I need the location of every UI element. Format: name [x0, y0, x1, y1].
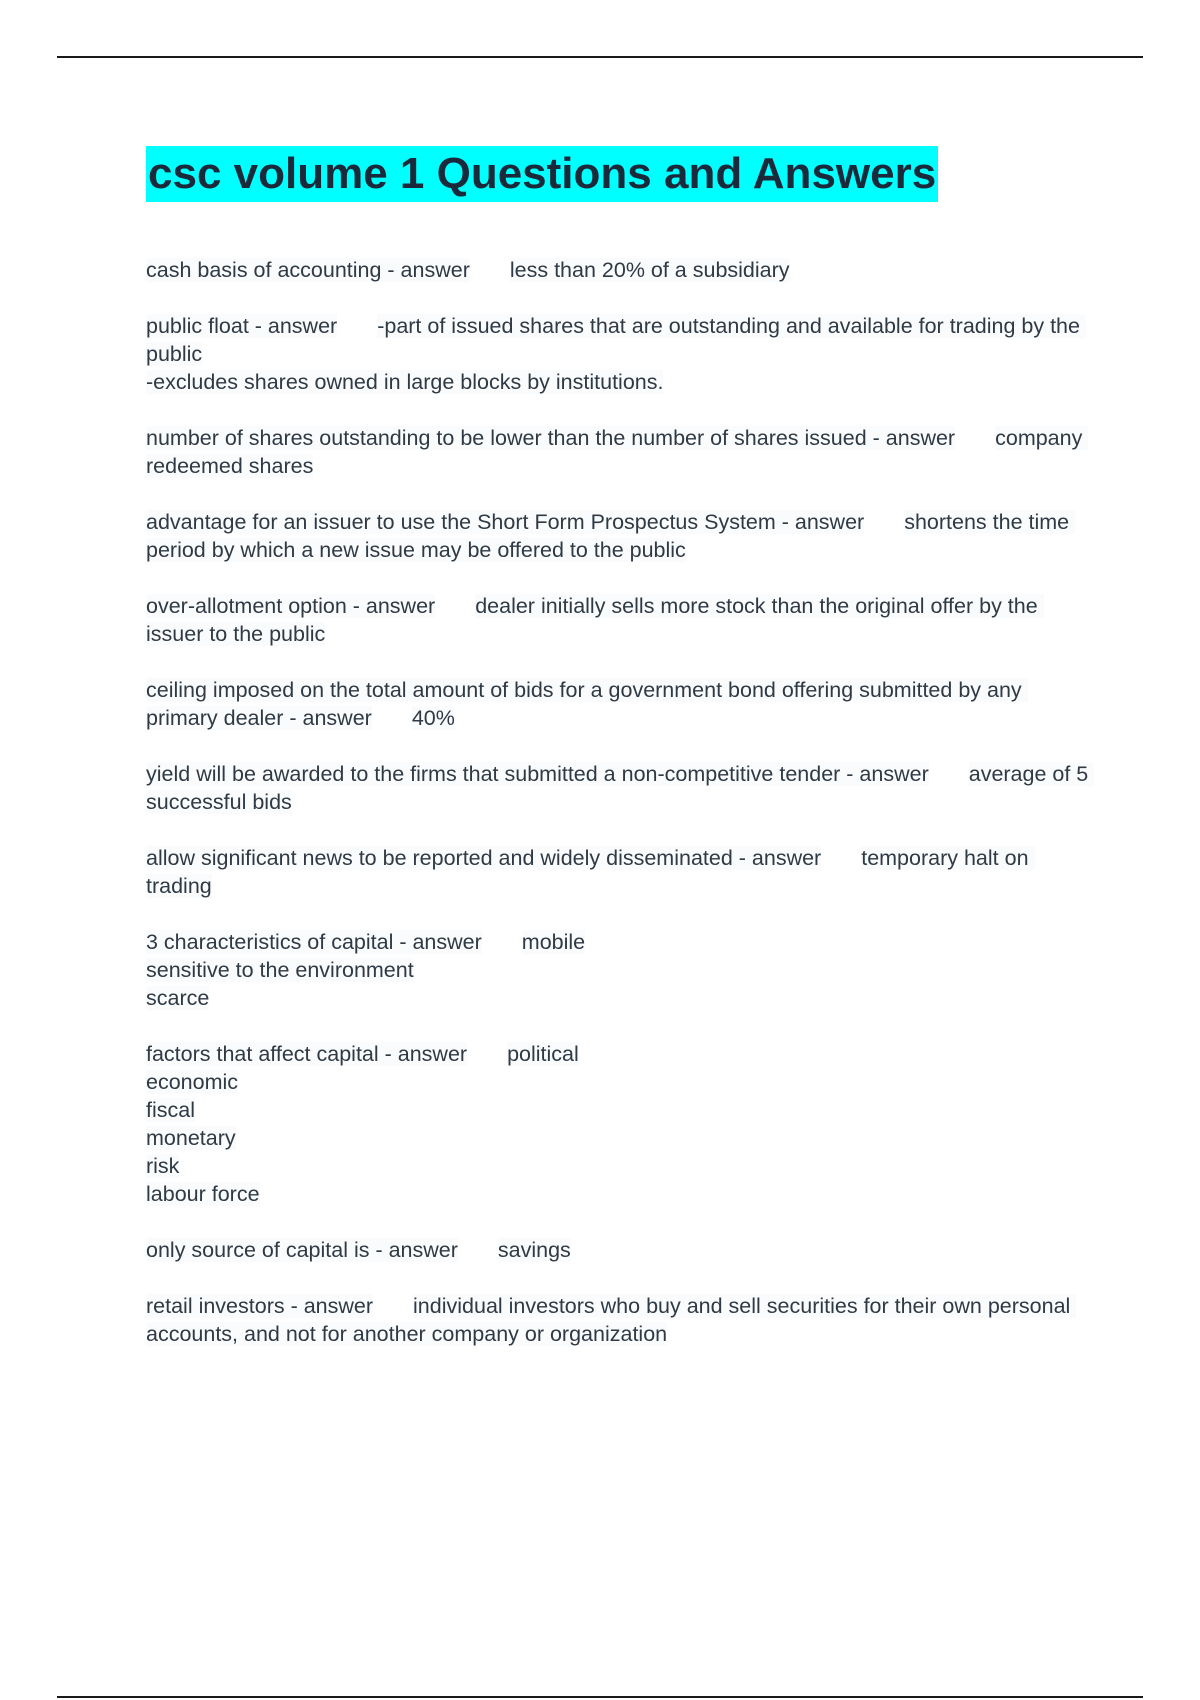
answer-text: dealer initially sells more stock than the original offer by the issuer to the public	[146, 594, 1044, 646]
answer-text: shortens the time period by which a new issue may be offered to the public	[146, 510, 1076, 562]
answer-text: 40%	[411, 706, 455, 730]
question-text: 3 characteristics of capital - answer	[146, 930, 482, 954]
qa-item	[146, 508, 1096, 564]
answer-text: average of 5 successful bids	[146, 762, 1095, 814]
question-text: ceiling imposed on the total amount of bids for a government bond offering submitted by any primary dealer - answer	[146, 678, 1028, 730]
question-text: retail investors - answer	[146, 1294, 374, 1318]
document-body	[146, 146, 1096, 1376]
qa-item	[146, 592, 1096, 648]
answer-text: company redeemed shares	[146, 426, 1089, 478]
page-title: csc volume 1 Questions and Answers	[146, 146, 938, 202]
answer-text: individual investors who buy and sell securities for their own personal accounts, and not for another company or organization	[146, 1294, 1077, 1346]
qa-item	[146, 1292, 1096, 1348]
question-text: over-allotment option - answer	[146, 594, 436, 618]
qa-list	[146, 256, 1096, 1348]
qa-item	[146, 1236, 1096, 1264]
question-text: factors that affect capital - answer	[146, 1042, 468, 1066]
question-text: allow significant news to be reported and widely disseminated - answer	[146, 846, 822, 870]
question-text: cash basis of accounting - answer	[146, 258, 470, 282]
qa-item	[146, 1040, 1096, 1208]
question-text: only source of capital is - answer	[146, 1238, 458, 1262]
qa-item	[146, 312, 1096, 396]
qa-item	[146, 844, 1096, 900]
answer-text: political economic fiscal monetary risk labour force	[146, 1042, 579, 1206]
answer-text: -part of issued shares that are outstanding and available for trading by the public -excludes shares owned in large blocks by institutions.	[146, 314, 1086, 394]
question-text: public float - answer	[146, 314, 338, 338]
question-text: yield will be awarded to the firms that submitted a non-competitive tender - answer	[146, 762, 929, 786]
answer-text: less than 20% of a subsidiary	[509, 258, 790, 282]
answer-text: mobile sensitive to the environment scarce	[146, 930, 586, 1010]
qa-item	[146, 676, 1096, 732]
bottom-rule	[57, 1696, 1143, 1698]
answer-text: temporary halt on trading	[146, 846, 1035, 898]
qa-item	[146, 928, 1096, 1012]
question-text: number of shares outstanding to be lower than the number of shares issued - answer	[146, 426, 956, 450]
qa-item	[146, 424, 1096, 480]
qa-item	[146, 760, 1096, 816]
question-text: advantage for an issuer to use the Short Form Prospectus System - answer	[146, 510, 865, 534]
top-rule	[57, 56, 1143, 58]
answer-text: savings	[497, 1238, 571, 1262]
qa-item	[146, 256, 1096, 284]
